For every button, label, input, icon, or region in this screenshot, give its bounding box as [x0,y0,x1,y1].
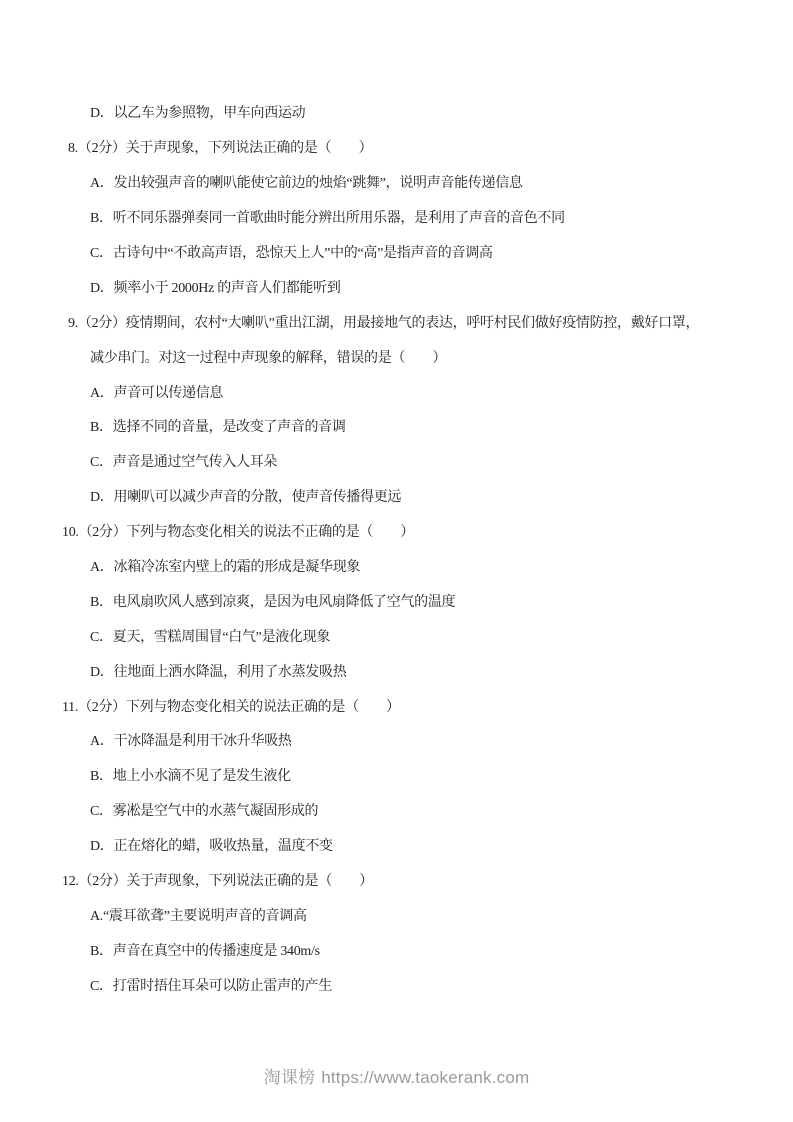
question11-stem: 11.（2分）下列与物态变化相关的说法正确的是（ ） [62,699,400,715]
question10-option-b: B．电风扇吹风人感到凉爽，是因为电风扇降低了空气的温度 [90,594,456,610]
question12-option-c: C．打雷时捂住耳朵可以防止雷声的产生 [90,978,332,994]
question11-option-a: A．干冰降温是利用干冰升华吸热 [90,734,292,750]
question12-stem: 12.（2分）关于声现象，下列说法正确的是（ ） [62,874,373,890]
footer-url: https://www.taokerank.com [321,1068,530,1087]
question10-option-a: A．冰箱冷冻室内壁上的霜的形成是凝华现象 [90,560,361,576]
question7-option-d: D．以乙车为参照物，甲车向西运动 [90,106,306,122]
question10-stem: 10.（2分）下列与物态变化相关的说法不正确的是（ ） [62,525,415,541]
question8-option-a: A．发出较强声音的喇叭能使它前边的烛焰“跳舞”，说明声音能传递信息 [90,176,523,192]
question9-stem-line1: 9.（2分）疫情期间，农村“大喇叭”重出江湖，用最接地气的表达，呼吁村民们做好疫情防控，戴好口罩， [68,315,700,331]
exam-document-page [0,95,793,1002]
footer-watermark [0,1066,793,1090]
question9-stem-line2: 减少串门。对这一过程中声现象的解释，错误的是（ ） [90,350,447,366]
footer-site-name: 淘课榜 [263,1068,316,1087]
question12-option-a: A.“震耳欲聋”主要说明声音的音调高 [90,908,307,924]
question11-option-d: D．正在熔化的蜡，吸收热量，温度不变 [90,839,333,855]
question8-option-b: B．听不同乐器弹奏同一首歌曲时能分辨出所用乐器，是利用了声音的音色不同 [90,211,565,227]
question10-option-c: C．夏天，雪糕周围冒“白气”是液化现象 [90,629,331,645]
question11-option-b: B．地上小水滴不见了是发生液化 [90,769,291,785]
question9-option-d: D．用喇叭可以减少声音的分散，使声音传播得更远 [90,490,402,506]
question9-option-c: C．声音是通过空气传入人耳朵 [90,455,278,471]
question9-option-a: A．声音可以传递信息 [90,385,224,401]
question8-stem: 8.（2分）关于声现象，下列说法正确的是（ ） [68,141,373,157]
question11-option-c: C．雾凇是空气中的水蒸气凝固形成的 [90,804,319,820]
question10-option-d: D．往地面上洒水降温，利用了水蒸发吸热 [90,664,347,680]
question8-option-d: D．频率小于 2000Hz 的声音人们都能听到 [90,280,341,296]
question12-option-b: B．声音在真空中的传播速度是 340m/s [90,943,320,959]
question8-option-c: C．古诗句中“不敢高声语，恐惊天上人”中的“高”是指声音的音调高 [90,246,493,261]
question9-option-b: B．选择不同的音量，是改变了声音的音调 [90,420,346,436]
